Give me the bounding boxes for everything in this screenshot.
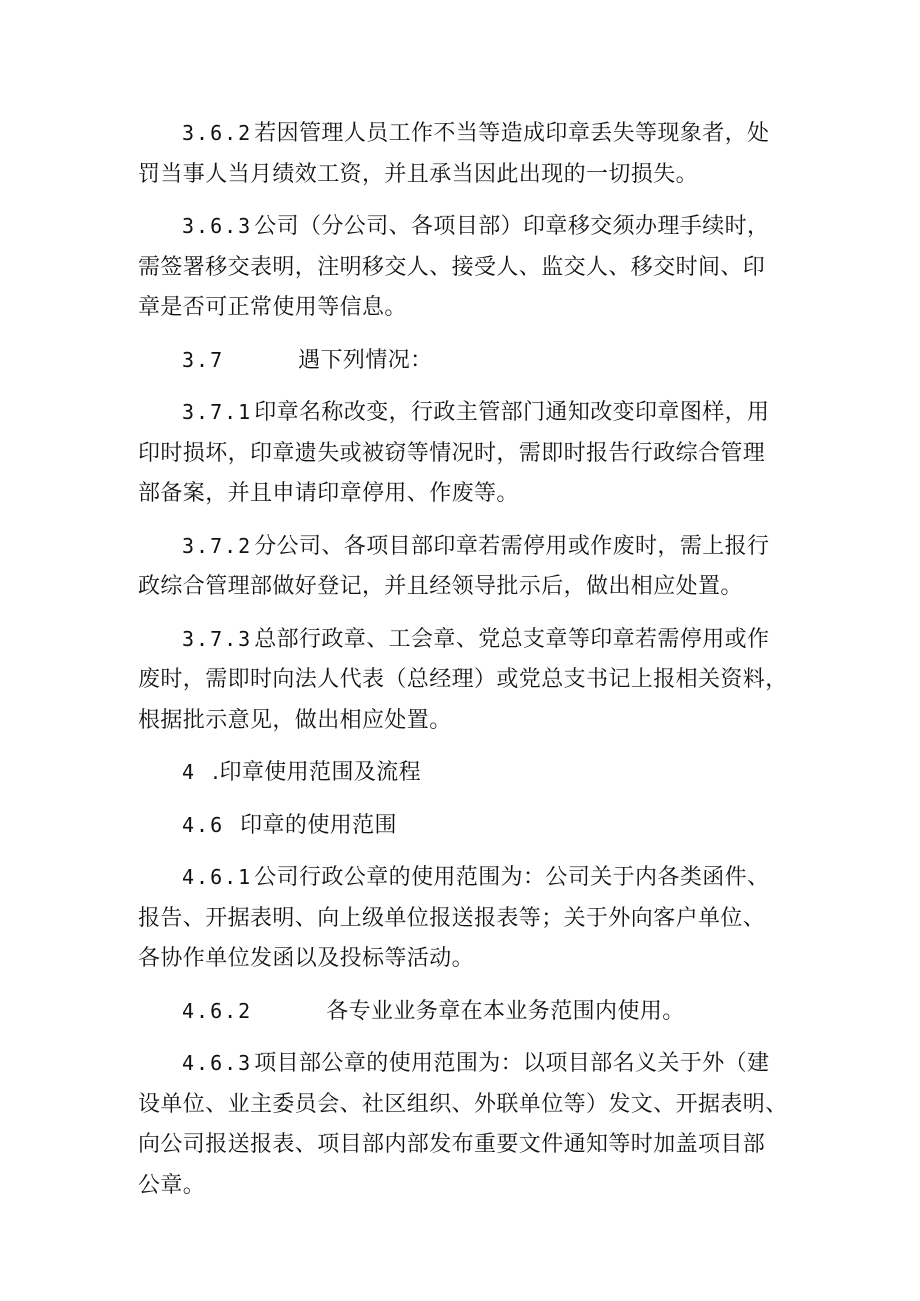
section-heading-4 [138, 752, 798, 794]
paragraph-text: 公司（分公司、各项目部）印章移交须办理手续时， [254, 214, 770, 239]
paragraph-4-6-1 [138, 857, 798, 980]
paragraph-3-6-2 [138, 113, 798, 195]
paragraph-3-7-2 [138, 526, 798, 608]
paragraph-text: 印章名称改变，行政主管部门通知改变印章图样，用 [254, 400, 770, 425]
paragraph-3-7-1 [138, 392, 798, 515]
paragraph-line [138, 991, 798, 1033]
paragraph-line: 罚当事人当月绩效工资，并且承当因此出现的一切损失。 [138, 161, 699, 187]
paragraph-text: 各专业业务章在本业务范围内使用。 [326, 998, 685, 1024]
paragraph-text: 总部行政章、工会章、党总支章等印章若需停用或作 [254, 626, 770, 652]
paragraph-text: 分公司、各项目部印章若需停用或作废时，需上报行 [254, 533, 770, 559]
section-number: 4.6.1 [182, 865, 253, 889]
section-number: 4 [182, 760, 197, 784]
paragraph-line [138, 619, 798, 661]
section-number: 3.6.3 [182, 214, 253, 238]
paragraph-line: 各协作单位发函以及投标等活动。 [138, 946, 475, 971]
section-number: 3.6.2 [182, 121, 253, 145]
paragraph-line [138, 392, 798, 434]
paragraph-line: 根据批示意见，做出相应处置。 [138, 707, 452, 733]
section-number: 3.7.2 [182, 533, 253, 558]
paragraph-line: 废时，需即时向法人代表（总经理）或党总支书记上报相关资料， [138, 667, 788, 692]
paragraph-line: 部备案，并且申请印章停用、作废等。 [138, 481, 519, 506]
paragraph-line: 章是否可正常使用等信息。 [138, 295, 407, 320]
paragraph-line: 设单位、业主委员会、社区组织、外联单位等）发文、开据表明、 [138, 1091, 788, 1117]
paragraph-line [138, 1043, 798, 1085]
paragraph-3-6-3 [138, 206, 798, 329]
paragraph-line [138, 752, 798, 794]
paragraph-line: 需签署移交表明，注明移交人、接受人、监交人、移交时间、印 [138, 254, 766, 280]
section-number: 4.6.3 [182, 1051, 253, 1075]
paragraph-line: 政综合管理部做好登记，并且经领导批示后，做出相应处置。 [138, 574, 743, 599]
paragraph-line [138, 805, 798, 847]
section-number: 4.6 [182, 812, 225, 837]
paragraph-3-7-3 [138, 619, 798, 742]
section-number: 3.7.1 [182, 400, 253, 424]
paragraph-line [138, 206, 798, 248]
paragraph-line: 公章。 [138, 1172, 206, 1198]
section-number: 4.6.2 [182, 998, 253, 1023]
paragraph-line: 向公司报送报表、项目部内部发布重要文件通知等时加盖项目部 [138, 1132, 766, 1157]
paragraph-line [138, 340, 798, 382]
paragraph-text: 若因管理人员工作不当等造成印章丢失等现象者，处 [254, 121, 770, 146]
paragraph-4-6-2 [138, 991, 798, 1033]
paragraph-line [138, 526, 798, 568]
paragraph-3-7 [138, 340, 798, 382]
paragraph-line [138, 857, 798, 899]
section-heading-4-6 [138, 805, 798, 847]
paragraph-text: 公司行政公章的使用范围为：公司关于内各类函件、 [254, 865, 770, 890]
paragraph-text: 遇下列情况： [298, 347, 433, 373]
paragraph-text: 项目部公章的使用范围为：以项目部名义关于外（建 [254, 1051, 770, 1076]
paragraph-line: 印时损坏，印章遗失或被窃等情况时，需即时报告行政综合管理 [138, 440, 766, 466]
section-title: 印章的使用范围 [240, 812, 397, 838]
paragraph-line: 报告、开据表明、向上级单位报送报表等；关于外向客户单位、 [138, 905, 766, 931]
paragraph-4-6-3 [138, 1043, 798, 1206]
section-title: .印章使用范围及流程 [212, 760, 422, 785]
paragraph-line [138, 113, 798, 155]
section-number: 3.7 [182, 347, 225, 372]
section-number: 3.7.3 [182, 626, 253, 651]
document-body [138, 113, 798, 1217]
